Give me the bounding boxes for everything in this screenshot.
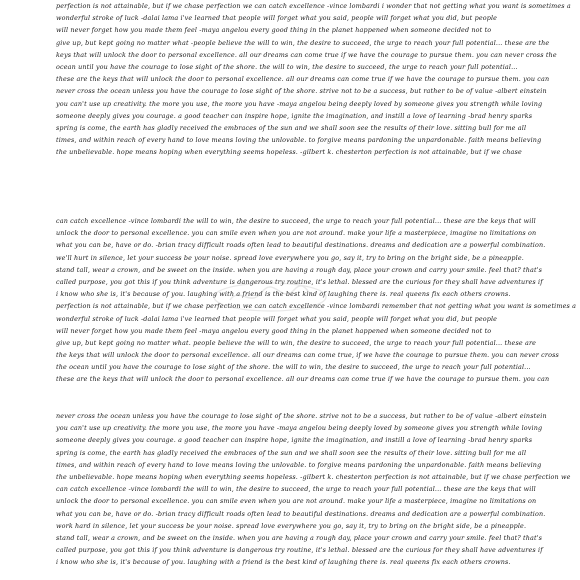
script-line: called purpose, you got this if you think adventure is dangerous try routine, it's lethal. blessed are the curious for they shall have adventures if bbox=[56, 277, 543, 286]
script-line: we'll hurt in silence, let your success be your noise. spread love everywhere you go, say it, try to bring on the bright side, be a pineapple. bbox=[56, 253, 524, 262]
script-line: what you can be, have or do. -brian tracy difficult roads often lead to beautiful destinations. dreams and dedication are a powerful combination. bbox=[56, 241, 546, 250]
watermark-logo-icon bbox=[210, 280, 330, 314]
script-line: unlock the door to personal excellence. you can smile even when you are not around. make your life a masterpiece, imagine no limitations on bbox=[56, 229, 537, 238]
script-line: never cross the ocean unless you have the courage to lose sight of the shore. strive not to be a success, but rather to be of value -albert einstein bbox=[56, 87, 547, 96]
script-line: give up, but kept going no matter what. people believe the will to win, the desire to succeed, the urge to reach your full potential... these are bbox=[56, 338, 537, 347]
script-line: can catch excellence -vince lombardi the will to win, the desire to succeed, the urge to reach your full potential... these are the keys that will bbox=[56, 217, 536, 225]
script-line: can catch excellence -vince lombardi the will to win, the desire to succeed, the urge to reach your full potential... these are the keys that will bbox=[56, 485, 536, 494]
script-line: these are the keys that will unlock the door to personal excellence. all our dreams can come true if we have the courage to pursue them. you can bbox=[56, 75, 550, 84]
script-line: times, and within reach of every hand to love means loving the unlovable. to forgive means pardoning the unpardonable. faith means believing bbox=[56, 460, 542, 469]
script-line: i know who she is, it's because of you. laughing with a friend is the best kind of laughing there is. real queens fix each others crowns. bbox=[56, 558, 511, 567]
script-line: someone deeply gives you courage. a good teacher can inspire hope, ignite the imagination, and instill a love of learning -brad henry sparks bbox=[56, 436, 533, 445]
script-line: stand tall, wear a crown, and be sweet on the inside. when you are having a rough day, place your crown and carry your smile. feel that? that's bbox=[56, 265, 543, 274]
script-line: perfection is not attainable, but if we chase perfection we can catch excellence -vince lombardi remember that not getting what you want is sometimes a bbox=[56, 302, 577, 311]
script-line: will never forget how you made them feel -maya angelou every good thing in the planet happened when someone decided not to bbox=[56, 326, 492, 335]
script-line: you can't use up creativity. the more you use, the more you have -maya angelou being deeply loved by someone gives you strength while loving bbox=[56, 424, 543, 433]
script-line: keys that will unlock the door to personal excellence. all our dreams can come true if we have the courage to pursue them. you can never cross the bbox=[56, 50, 557, 59]
script-line: perfection is not attainable, but if we chase perfection we can catch excellence -vince lombardi i wonder that not getting what you want is sometimes a bbox=[56, 2, 571, 10]
script-line: called purpose, you got this if you think adventure is dangerous try routine, it's lethal. blessed are the curious for they shall have adventures if bbox=[56, 546, 543, 555]
script-paragraph-3 bbox=[56, 410, 571, 568]
script-line: you can't use up creativity. the more you use, the more you have -maya angelou being deeply loved by someone gives you strength while loving bbox=[56, 99, 543, 108]
script-line: give up, but kept going no matter what -people believe the will to win, the desire to succeed, the urge to reach your full potential... these are the bbox=[56, 38, 550, 47]
script-line: someone deeply gives you courage. a good teacher can inspire hope, ignite the imagination, and instill a love of learning -brad henry sparks bbox=[56, 111, 533, 120]
script-line: ocean until you have the courage to lose sight of the shore. the will to win, the desire to succeed, the urge to reach your full potential... bbox=[56, 62, 518, 71]
script-line: stand tall, wear a crown, and be sweet on the inside. when you are having a rough day, place your crown and carry your smile. feel that? that's bbox=[56, 533, 543, 542]
script-line: will never forget how you made them feel -maya angelou every good thing in the planet happened when someone decided not to bbox=[56, 26, 492, 35]
script-line: these are the keys that will unlock the door to personal excellence. all our dreams can come true if we have the courage to pursue them. you can bbox=[56, 375, 550, 384]
script-line: i know who she is, it's because of you. laughing with a friend is the best kind of laughing there is. real queens fix each others crowns. bbox=[56, 290, 511, 299]
script-line: what you can be, have or do. -brian tracy difficult roads often lead to beautiful destinations. dreams and dedication are a powerful combination. bbox=[56, 509, 546, 518]
script-line: spring is come, the earth has gladly received the embraces of the sun and we shall soon see the results of their love. sitting bull for me all bbox=[56, 123, 527, 132]
script-line: times, and within reach of every hand to love means loving the unlovable. to forgive means pardoning the unpardonable. faith means believing bbox=[56, 136, 542, 145]
script-line: spring is come, the earth has gladly received the embraces of the sun and we shall soon see the results of their love. sitting bull for me all bbox=[56, 448, 527, 457]
script-line: the unbelievable. hope means hoping when everything seems hopeless. -gilbert k. chesterton perfection is not attainable, but if we chase perfection we bbox=[56, 472, 571, 481]
script-line: the keys that will unlock the door to personal excellence. all our dreams can come true, if we have the courage to pursue them. you can never cross bbox=[56, 351, 559, 360]
script-line: unlock the door to personal excellence. you can smile even when you are not around. make your life a masterpiece, imagine no limitations on bbox=[56, 497, 537, 506]
script-line: the ocean until you have the courage to lose sight of the shore. the will to win, the desire to succeed, the urge to reach your full potential... bbox=[56, 363, 531, 372]
script-paragraph-1 bbox=[56, 0, 571, 158]
script-line: wonderful stroke of luck -dalai lama i've learned that people will forget what you said, people will forget what you did, but people bbox=[56, 314, 498, 323]
script-line: work hard in silence, let your success be your noise. spread love everywhere you go, say it, try to bring on the bright side, be a pineapple. bbox=[56, 521, 527, 530]
script-line: never cross the ocean unless you have the courage to lose sight of the shore. strive not to be a success, but rather to be of value -albert einstein bbox=[56, 412, 547, 420]
script-line: wonderful stroke of luck -dalai lama i've learned that people will forget what you said, people will forget what you did, but people bbox=[56, 14, 498, 23]
script-line: the unbelievable. hope means hoping when everything seems hopeless. -gilbert k. chesterton perfection is not attainable, but if we chase bbox=[56, 148, 522, 157]
